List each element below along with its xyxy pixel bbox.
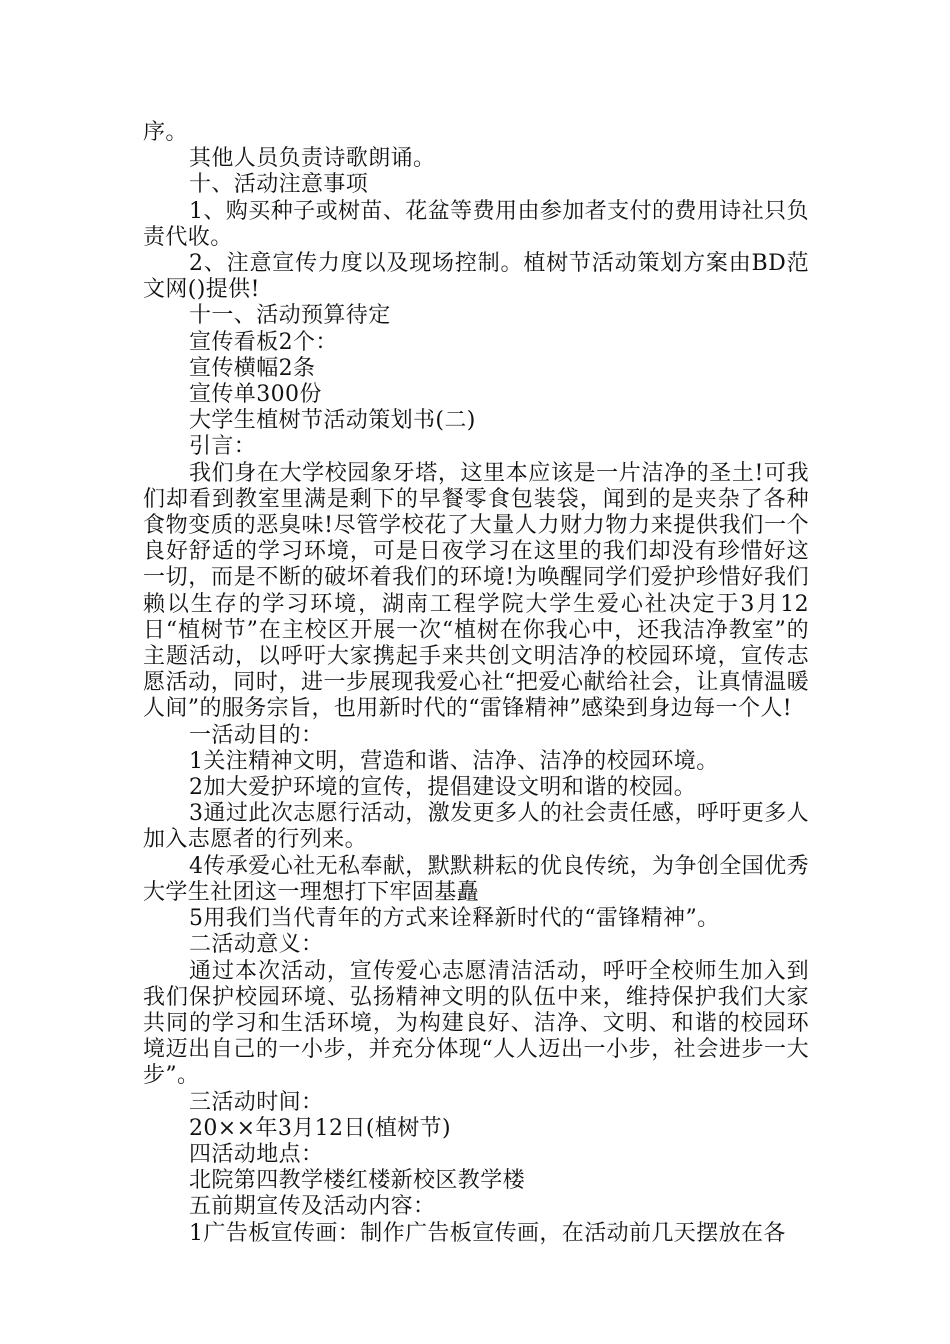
- paragraph: 通过本次活动，宣传爱心志愿清洁活动，呼吁全校师生加入到我们保护校园环境、弘扬精神文明的队伍中来，维持保护我们大家共同的学习和生活环境，为构建良好、洁净、文明、和谐的校园环境迈出自己的一小步，并充分体现“人人迈出一小步，社会进步一大步”。: [143, 958, 809, 1089]
- list-item: 5用我们当代青年的方式来诠释新时代的“雷锋精神”。: [189, 906, 720, 932]
- section-heading: 十一、活动预算待定: [189, 303, 391, 329]
- section-heading: 一活动目的：: [189, 722, 324, 748]
- paragraph: 宣传单300份: [189, 382, 322, 408]
- list-item: 3通过此次志愿行活动，激发更多人的社会责任感，呼吁更多人加入志愿者的行列来。: [143, 801, 809, 853]
- list-item: 1广告板宣传画：制作广告板宣传画，在活动前几天摆放在各: [189, 1220, 786, 1246]
- paragraph: 20××年3月12日(植树节): [189, 1115, 452, 1141]
- list-item: 2加大爱护环境的宣传，提倡建设文明和谐的校园。: [189, 775, 697, 801]
- section-heading: 引言：: [189, 434, 257, 460]
- paragraph: 我们身在大学校园象牙塔，这里本应该是一片洁净的圣土!可我们却看到教室里满是剩下的早餐零食包装袋，闻到的是夹杂了各种食物变质的恶臭味!尽管学校花了大量人力财力物力来提供我们一个良好舒适的学习环境，可是日夜学习在这里的我们却没有珍惜好这一切，而是不断的破坏着我们的环境!为唤醒同学们爱护珍惜好我们赖以生存的学习环境，湖南工程学院大学生爱心社决定于3月12日“植树节”在主校区开展一次“植树在你我心中，还我洁净教室”的主题活动，以呼吁大家携起手来共创文明洁净的校园环境，宣传志愿活动，同时，进一步展现我爱心社“把爱心献给社会，让真情温暖人间”的服务宗旨，也用新时代的“雷锋精神”感染到身边每一个人!: [143, 460, 809, 722]
- section-heading: 五前期宣传及活动内容：: [189, 1194, 436, 1220]
- paragraph: 北院第四教学楼红楼新校区教学楼: [189, 1168, 526, 1194]
- paragraph: 其他人员负责诗歌朗诵。: [189, 146, 436, 172]
- section-heading: 二活动意义：: [189, 932, 324, 958]
- list-item: 1关注精神文明，营造和谐、洁净、洁净的校园环境。: [189, 748, 719, 774]
- paragraph: 宣传横幅2条: [189, 355, 316, 381]
- document-page: [143, 120, 809, 1247]
- paragraph: 2、注意宣传力度以及现场控制。植树节活动策划方案由BD范文网()提供!: [143, 251, 809, 303]
- section-heading: 三活动时间：: [189, 1089, 324, 1115]
- section-heading: 四活动地点：: [189, 1141, 324, 1167]
- section-heading: 十、活动注意事项: [189, 172, 369, 198]
- paragraph: 宣传看板2个：: [189, 329, 338, 355]
- paragraph: 1、购买种子或树苗、花盆等费用由参加者支付的费用诗社只负责代收。: [143, 198, 809, 250]
- document-title: 大学生植树节活动策划书(二): [189, 408, 476, 434]
- list-item: 4传承爱心社无私奉献，默默耕耘的优良传统，为争创全国优秀大学生社团这一理想打下牢固基矗: [143, 853, 809, 905]
- paragraph: 序。: [143, 120, 188, 145]
